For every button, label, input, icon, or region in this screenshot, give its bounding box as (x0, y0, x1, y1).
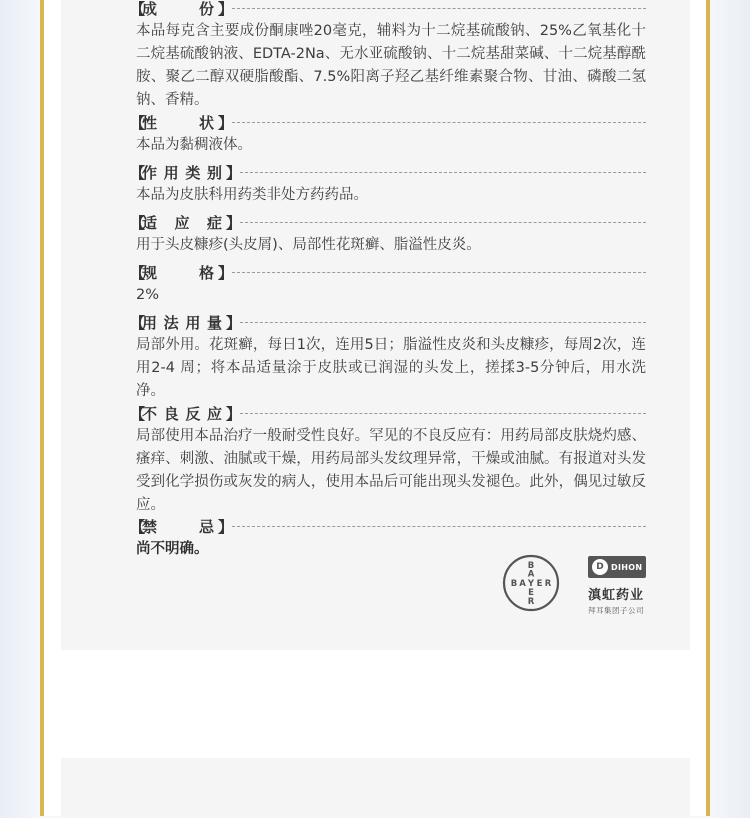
bracket-right: 】 (226, 313, 242, 332)
section-title-char: 份 (198, 0, 214, 18)
dashed-rule (240, 172, 646, 173)
next-panel (61, 758, 690, 818)
section-header (130, 262, 646, 282)
dashed-rule (240, 322, 646, 323)
bracket-left: 【 (130, 0, 146, 18)
section-header (130, 212, 646, 232)
section-title-char: 禁 (142, 517, 158, 536)
section-title (138, 312, 226, 333)
svg-text:B: B (510, 579, 518, 589)
section-title-char: 良 (163, 404, 179, 423)
dihon-emblem-icon: D (592, 559, 608, 575)
section-title-char: 症 (206, 213, 222, 232)
section-header (130, 403, 646, 423)
section-title-char: 法 (163, 313, 179, 332)
bracket-left: 【 (130, 313, 146, 332)
bracket-left: 【 (130, 263, 146, 282)
section-title-char: 不 (142, 404, 158, 423)
section (130, 162, 646, 207)
section-text: 本品为黏稠液体。 (136, 137, 252, 153)
section-header (130, 516, 646, 536)
section-title (138, 112, 218, 133)
section-header (130, 312, 646, 332)
section (130, 0, 646, 112)
svg-text:Y: Y (527, 579, 535, 589)
dashed-rule (232, 526, 646, 527)
bracket-left: 【 (130, 213, 146, 232)
section-header (130, 112, 646, 132)
dihon-subtitle: 拜耳集团子公司 (588, 606, 644, 615)
section-title (138, 162, 226, 183)
svg-text:R: R (527, 597, 535, 607)
dashed-rule (232, 8, 646, 9)
section-title-char: 性 (142, 113, 158, 132)
section-title (138, 516, 218, 537)
bracket-left: 【 (130, 113, 146, 132)
svg-text:E: E (536, 579, 543, 589)
section-title-char: 别 (206, 163, 222, 182)
section-title (138, 262, 218, 283)
bracket-left: 【 (130, 404, 146, 423)
section-title-char: 应 (174, 213, 190, 232)
section-text: 局部外用。花斑癣，每日1次，连用5日；脂溢性皮炎和头皮糠疹，每周2次，连用2-4 周；将本品适量涂于皮肤或已润湿的头发上，搓揉3-5分钟后，用水洗净。 (136, 337, 646, 399)
section-title (138, 0, 218, 19)
section-title-char: 成 (142, 0, 158, 18)
section-text: 用于头皮糠疹(头皮屑)、局部性花斑癣、脂溢性皮炎。 (136, 237, 481, 253)
section-title-char: 应 (206, 404, 222, 423)
dihon-wordmark: DIHON (611, 562, 643, 572)
section-title-char: 类 (185, 163, 201, 182)
section-text: 2% (136, 287, 160, 303)
bracket-right: 】 (218, 0, 234, 18)
svg-text:A: A (527, 569, 535, 580)
section-title-char: 作 (142, 163, 158, 182)
section (130, 212, 646, 257)
svg-text:E: E (528, 588, 534, 598)
section (130, 312, 646, 403)
section-text: 局部使用本品治疗一般耐受性良好。罕见的不良反应有：用药局部皮肤烧灼感、瘙痒、刺激、油腻或干燥，用药局部头发纹理异常，干燥或油腻。有报道对头发受到化学损伤或灰发的病人，使用本品后可能出现头发褪色。此外，偶见过敏反应。 (136, 428, 646, 513)
section-title-char: 格 (198, 263, 214, 282)
section-title (138, 403, 226, 424)
section-title-char: 状 (198, 113, 214, 132)
bracket-left: 【 (130, 163, 146, 182)
section-title-char: 反 (185, 404, 201, 423)
section-title (138, 212, 226, 233)
section-text: 尚不明确。 (136, 541, 209, 557)
section (130, 403, 646, 517)
section-header (130, 0, 646, 18)
section (130, 112, 646, 157)
svg-text:B: B (527, 561, 535, 571)
svg-text:R: R (544, 579, 552, 589)
dihon-chinese-name: 滇虹药业 (588, 588, 645, 603)
bracket-right: 】 (226, 404, 242, 423)
svg-text:A: A (519, 579, 526, 589)
dashed-rule (240, 413, 646, 414)
section-header (130, 162, 646, 182)
section-title-char: 规 (142, 263, 158, 282)
section-title-char: 用 (142, 313, 158, 332)
section-title-char: 适 (142, 213, 158, 232)
section-text: 本品为皮肤科用药类非处方药药品。 (136, 187, 368, 203)
section-title-char: 用 (185, 313, 201, 332)
bracket-right: 】 (218, 263, 234, 282)
bayer-logo (502, 554, 560, 612)
logos (502, 554, 652, 614)
bracket-right: 】 (226, 163, 242, 182)
section-title-char: 忌 (198, 517, 214, 536)
dihon-mark (588, 556, 646, 578)
bracket-right: 】 (226, 213, 242, 232)
bracket-left: 【 (130, 517, 146, 536)
section-title-char: 用 (163, 163, 179, 182)
section (130, 262, 646, 307)
dashed-rule (240, 222, 646, 223)
bracket-right: 】 (218, 113, 234, 132)
bracket-right: 】 (218, 517, 234, 536)
dashed-rule (232, 122, 646, 123)
dashed-rule (232, 272, 646, 273)
section-title-char: 量 (206, 313, 222, 332)
dihon-logo (588, 556, 650, 616)
section-text: 本品每克含主要成份酮康唑20毫克，辅料为十二烷基硫酸钠、25%乙氧基化十二烷基硫酸钠液、EDTA-2Na、无水亚硫酸钠、十二烷基甜菜碱、十二烷基醇酰胺、聚乙二醇双硬脂酸酯、7.5%阳离子羟乙基纤维素聚合物、甘油、磷酸二氢钠、香精。 (136, 23, 646, 108)
